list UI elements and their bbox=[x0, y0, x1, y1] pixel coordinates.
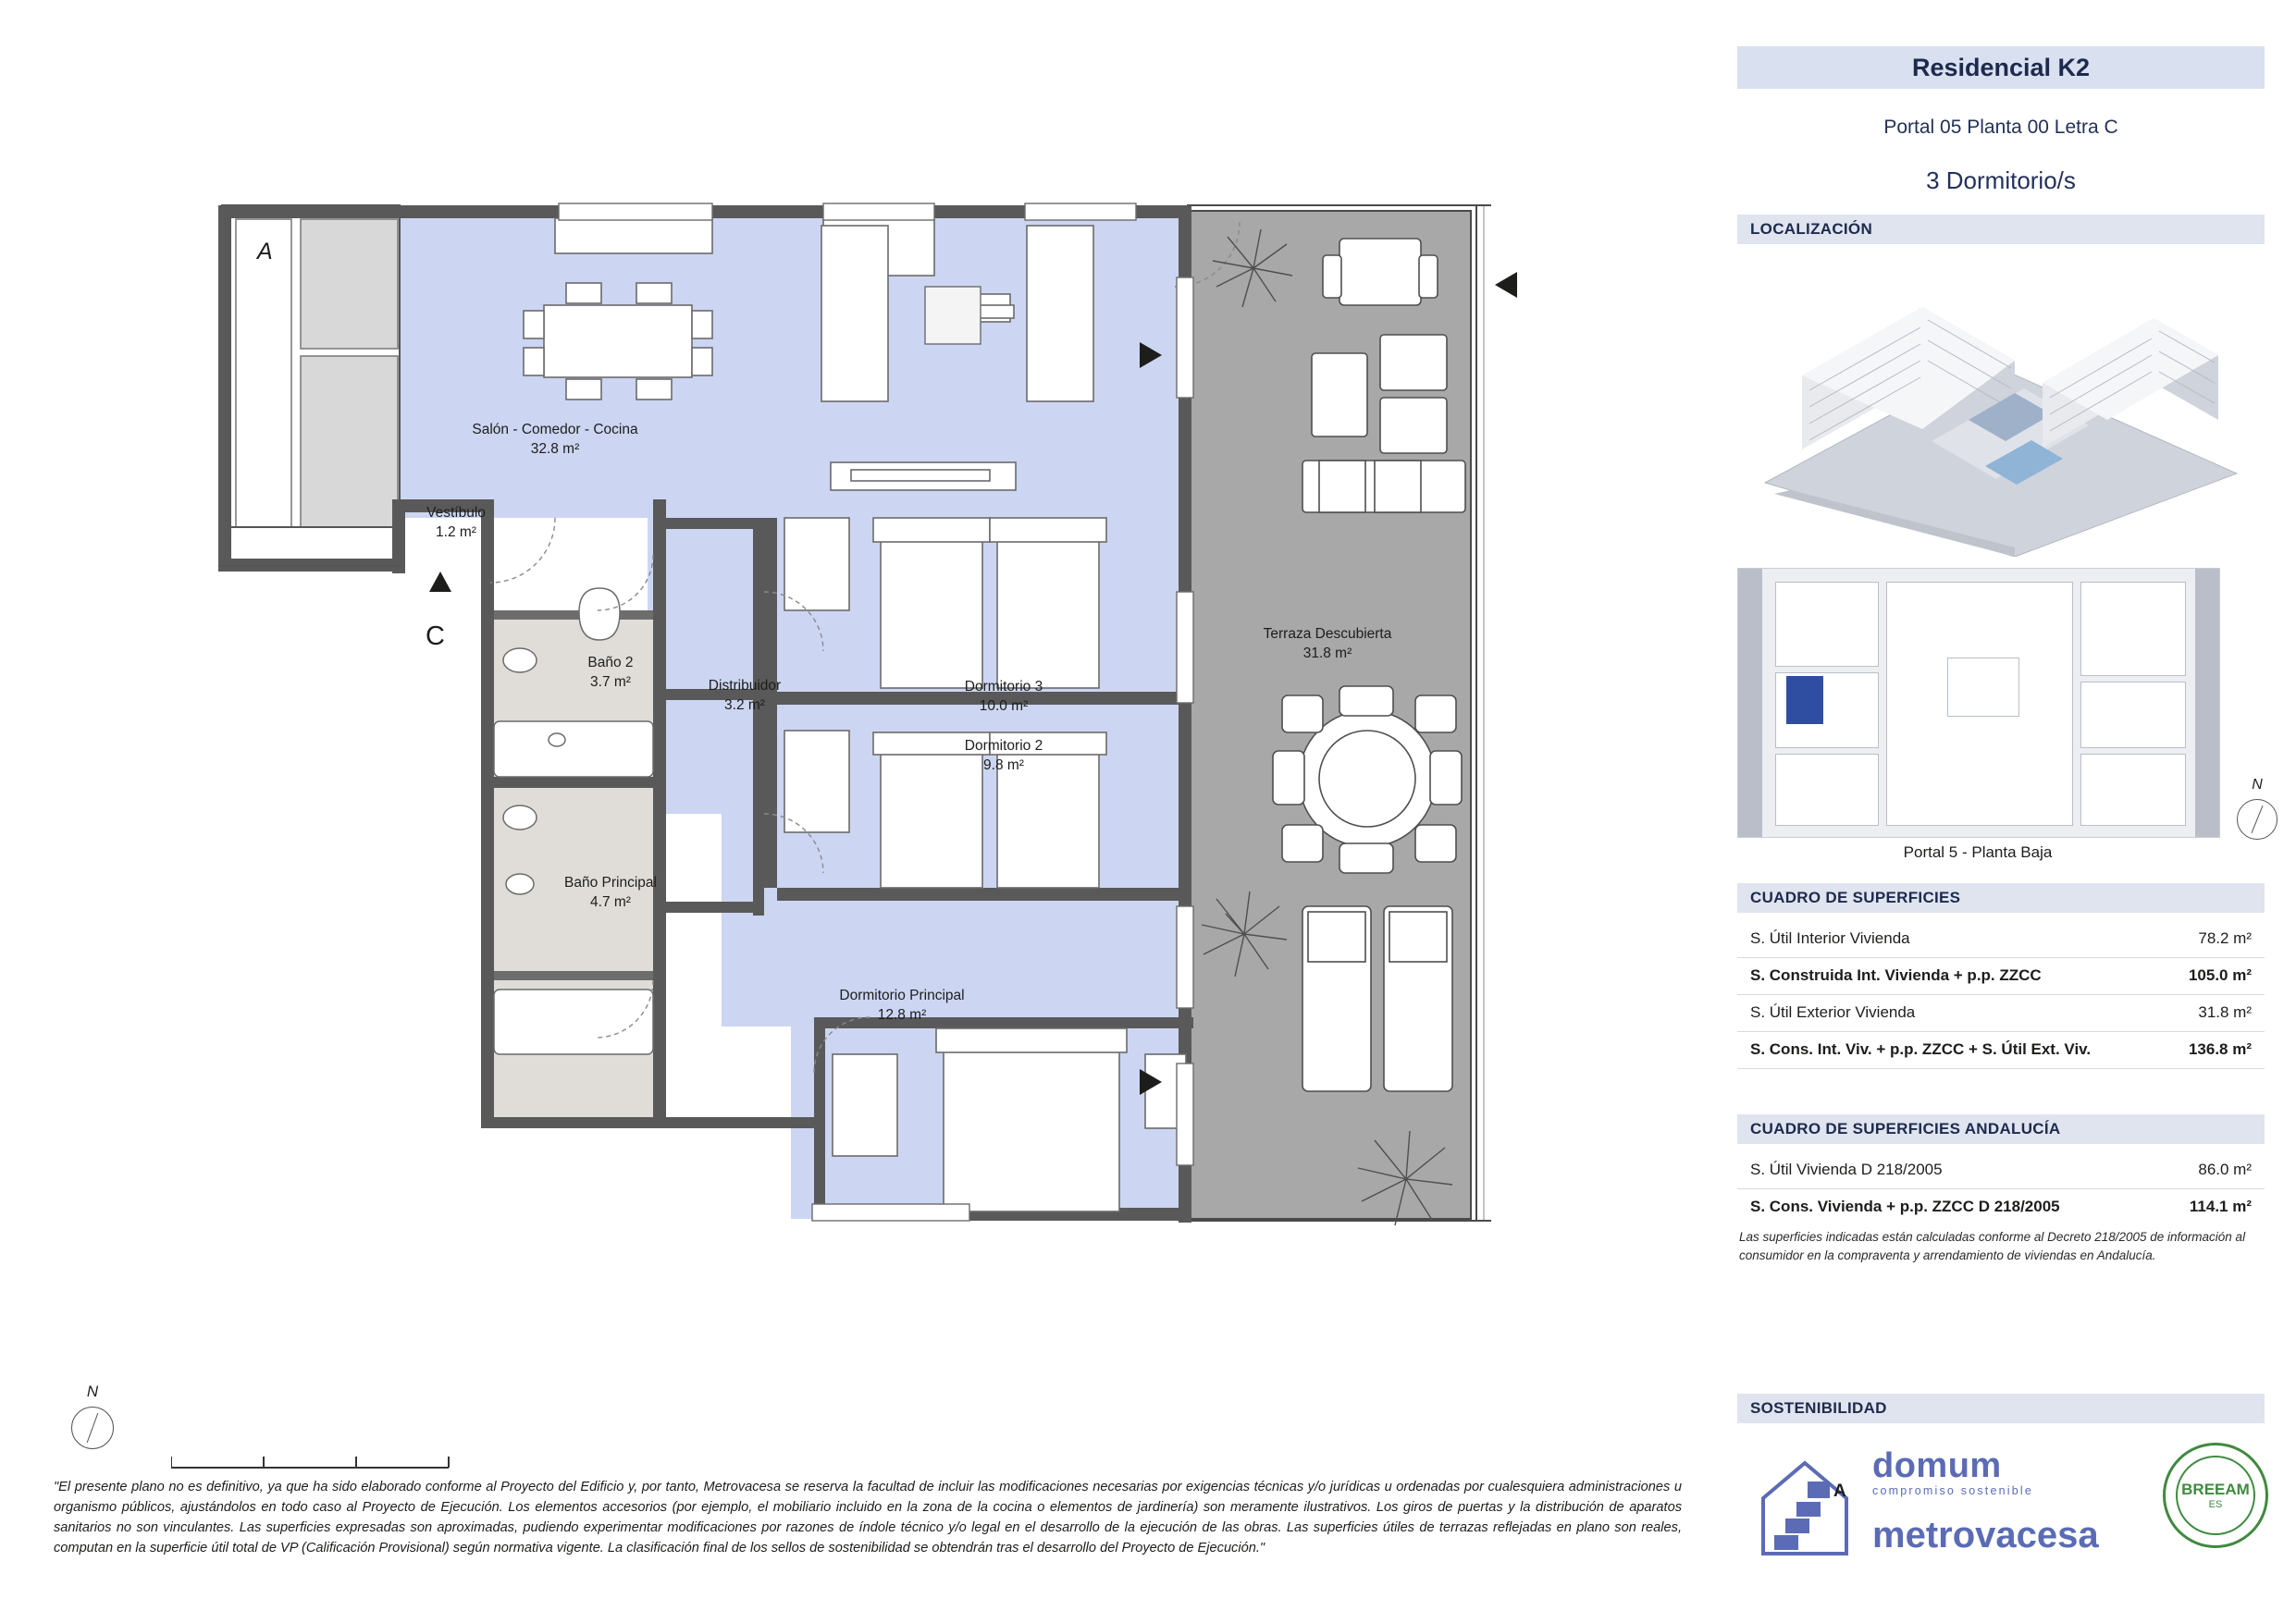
bedroom-count: 3 Dormitorio/s bbox=[1926, 166, 2076, 194]
unit-location: Portal 05 Planta 00 Letra C bbox=[1883, 117, 2118, 138]
room-label: Vestíbulo 1.2 m² bbox=[426, 505, 486, 540]
surface-label: S. Cons. Int. Viv. + p.p. ZZCC + S. Útil Ext. Viv. bbox=[1750, 1040, 2092, 1058]
key-plan-left-strip bbox=[1738, 569, 1762, 837]
key-plan-body bbox=[1762, 569, 2195, 837]
surface-value: 31.8 m² bbox=[2198, 1003, 2252, 1021]
section-header-cuadro-superficies bbox=[1737, 883, 2265, 913]
breeam-country: ES bbox=[2208, 1499, 2223, 1510]
section-header-label: SOSTENIBILIDAD bbox=[1750, 1399, 1887, 1417]
energy-letter: A bbox=[1833, 1482, 1846, 1501]
surface-row bbox=[1737, 957, 2265, 995]
metrovacesa-logo: metrovacesa bbox=[1872, 1515, 2099, 1555]
section-header-label: CUADRO DE SUPERFICIES ANDALUCÍA bbox=[1750, 1120, 2061, 1137]
surface-label: S. Útil Exterior Vivienda bbox=[1750, 1003, 1916, 1021]
surface-row bbox=[1737, 1151, 2265, 1189]
north-label: N bbox=[86, 1383, 99, 1400]
breeam-seal bbox=[2163, 1443, 2268, 1548]
andalucia-note: Las superficies indicadas están calculadas conforme al Decreto 218/2005 de información al consumidor en la compraventa y arrendamiento de viviendas en Andalucía. bbox=[1739, 1230, 2246, 1262]
project-title: Residencial K2 bbox=[1911, 54, 2091, 81]
room-label: Dormitorio 2 9.8 m² bbox=[964, 738, 1043, 773]
surface-value: 136.8 m² bbox=[2188, 1040, 2252, 1058]
section-header-label: LOCALIZACIÓN bbox=[1750, 220, 1873, 238]
legal-disclaimer: "El presente plano no es definitivo, ya que ha sido elaborado conforme al Proyecto del Edificio y, por tanto, Metrovacesa se reserva la facultad de incluir las modificaciones necesarias por exigencias técnicas y/o jurídicas u ordenadas por cualesquiera administraciones u organismo públicos, ajustándolos en todo caso al Proyecto de Ejecución. Los elementos accesorios (por ejemplo, el mobiliario incluido en la zona de la cocina o elementos de jardinería) son meramente ilustrativos. Los giros de puertas y la distribución de aparatos sanitarios no son vinculantes. Las superficies expresadas son aproximadas, pudiendo experimentar modificaciones por razones de índole técnico y/o legal en el desarrollo de la ejecución de las obras. Las superficies útiles de terrazas reflejadas en plano son reales, computan en la superficie útil total de VP (Calificación Provisional) según normativa vigente. La clasificación final de los sellos de sostenibilidad se obtendrán tras el desarrollo del Proyecto de Ejecución." bbox=[54, 1480, 1682, 1555]
domum-logo bbox=[1872, 1446, 2033, 1497]
surface-value: 114.1 m² bbox=[2189, 1198, 2252, 1215]
surface-label: S. Cons. Vivienda + p.p. ZZCC D 218/2005 bbox=[1750, 1198, 2060, 1215]
room-label: Dormitorio 3 10.0 m² bbox=[964, 679, 1043, 714]
room-label: Distribuidor 3.2 m² bbox=[708, 678, 782, 713]
breeam-label: BREEAM bbox=[2181, 1481, 2250, 1498]
key-plan-block bbox=[1775, 754, 1879, 826]
surface-row bbox=[1737, 1188, 2265, 1225]
section-header-sostenibilidad bbox=[1737, 1394, 2265, 1423]
project-title-bar bbox=[1737, 46, 2265, 89]
surface-label: S. Útil Interior Vivienda bbox=[1750, 929, 1910, 947]
key-plan-core bbox=[1947, 658, 2019, 717]
room-label: Baño 2 3.7 m² bbox=[587, 655, 634, 690]
key-plan-block bbox=[1775, 582, 1879, 667]
energy-rating-house-icon bbox=[1754, 1450, 1856, 1566]
key-plan-right-strip bbox=[2195, 569, 2219, 837]
surface-row bbox=[1737, 920, 2265, 958]
key-plan-block bbox=[2080, 682, 2186, 748]
section-header-cuadro-andalucia bbox=[1737, 1114, 2265, 1144]
room-label: Baño Principal 4.7 m² bbox=[564, 875, 657, 910]
entrance-letter-a: A bbox=[257, 239, 273, 264]
key-plan-block bbox=[2080, 582, 2186, 676]
surface-row bbox=[1737, 994, 2265, 1032]
room-label: Salón - Comedor - Cocina 32.8 m² bbox=[472, 422, 638, 457]
north-dial bbox=[2237, 799, 2277, 840]
section-header-localizacion bbox=[1737, 215, 2265, 244]
key-plan bbox=[1737, 568, 2220, 838]
north-indicator bbox=[65, 1383, 120, 1449]
key-plan-highlighted-unit bbox=[1786, 676, 1823, 724]
room-label: Terraza Descubierta 31.8 m² bbox=[1263, 626, 1392, 661]
surface-row bbox=[1737, 1031, 2265, 1069]
domum-wordmark: domum bbox=[1872, 1446, 2002, 1485]
info-panel bbox=[1722, 0, 2296, 1623]
sustainability-logos bbox=[1737, 1435, 2265, 1583]
surface-label: S. Útil Vivienda D 218/2005 bbox=[1750, 1161, 1943, 1178]
room-label: Dormitorio Principal 12.8 m² bbox=[839, 988, 965, 1023]
north-dial bbox=[71, 1407, 114, 1449]
section-header-label: CUADRO DE SUPERFICIES bbox=[1750, 889, 1961, 906]
north-label: N bbox=[2252, 777, 2263, 793]
surface-label: S. Construida Int. Vivienda + p.p. ZZCC bbox=[1750, 966, 2042, 984]
key-plan-block bbox=[2080, 754, 2186, 826]
breeam-inner-ring bbox=[2176, 1456, 2255, 1535]
key-plan-north-indicator bbox=[2229, 777, 2285, 840]
surface-value: 105.0 m² bbox=[2188, 966, 2252, 984]
surface-value: 86.0 m² bbox=[2198, 1161, 2252, 1178]
building-3d-illustration bbox=[1737, 252, 2265, 557]
section-letter-c: C bbox=[426, 621, 445, 651]
key-plan-caption: Portal 5 - Planta Baja bbox=[1903, 843, 2053, 861]
domum-tagline: compromiso sostenible bbox=[1872, 1484, 2034, 1497]
surface-value: 78.2 m² bbox=[2198, 929, 2252, 947]
